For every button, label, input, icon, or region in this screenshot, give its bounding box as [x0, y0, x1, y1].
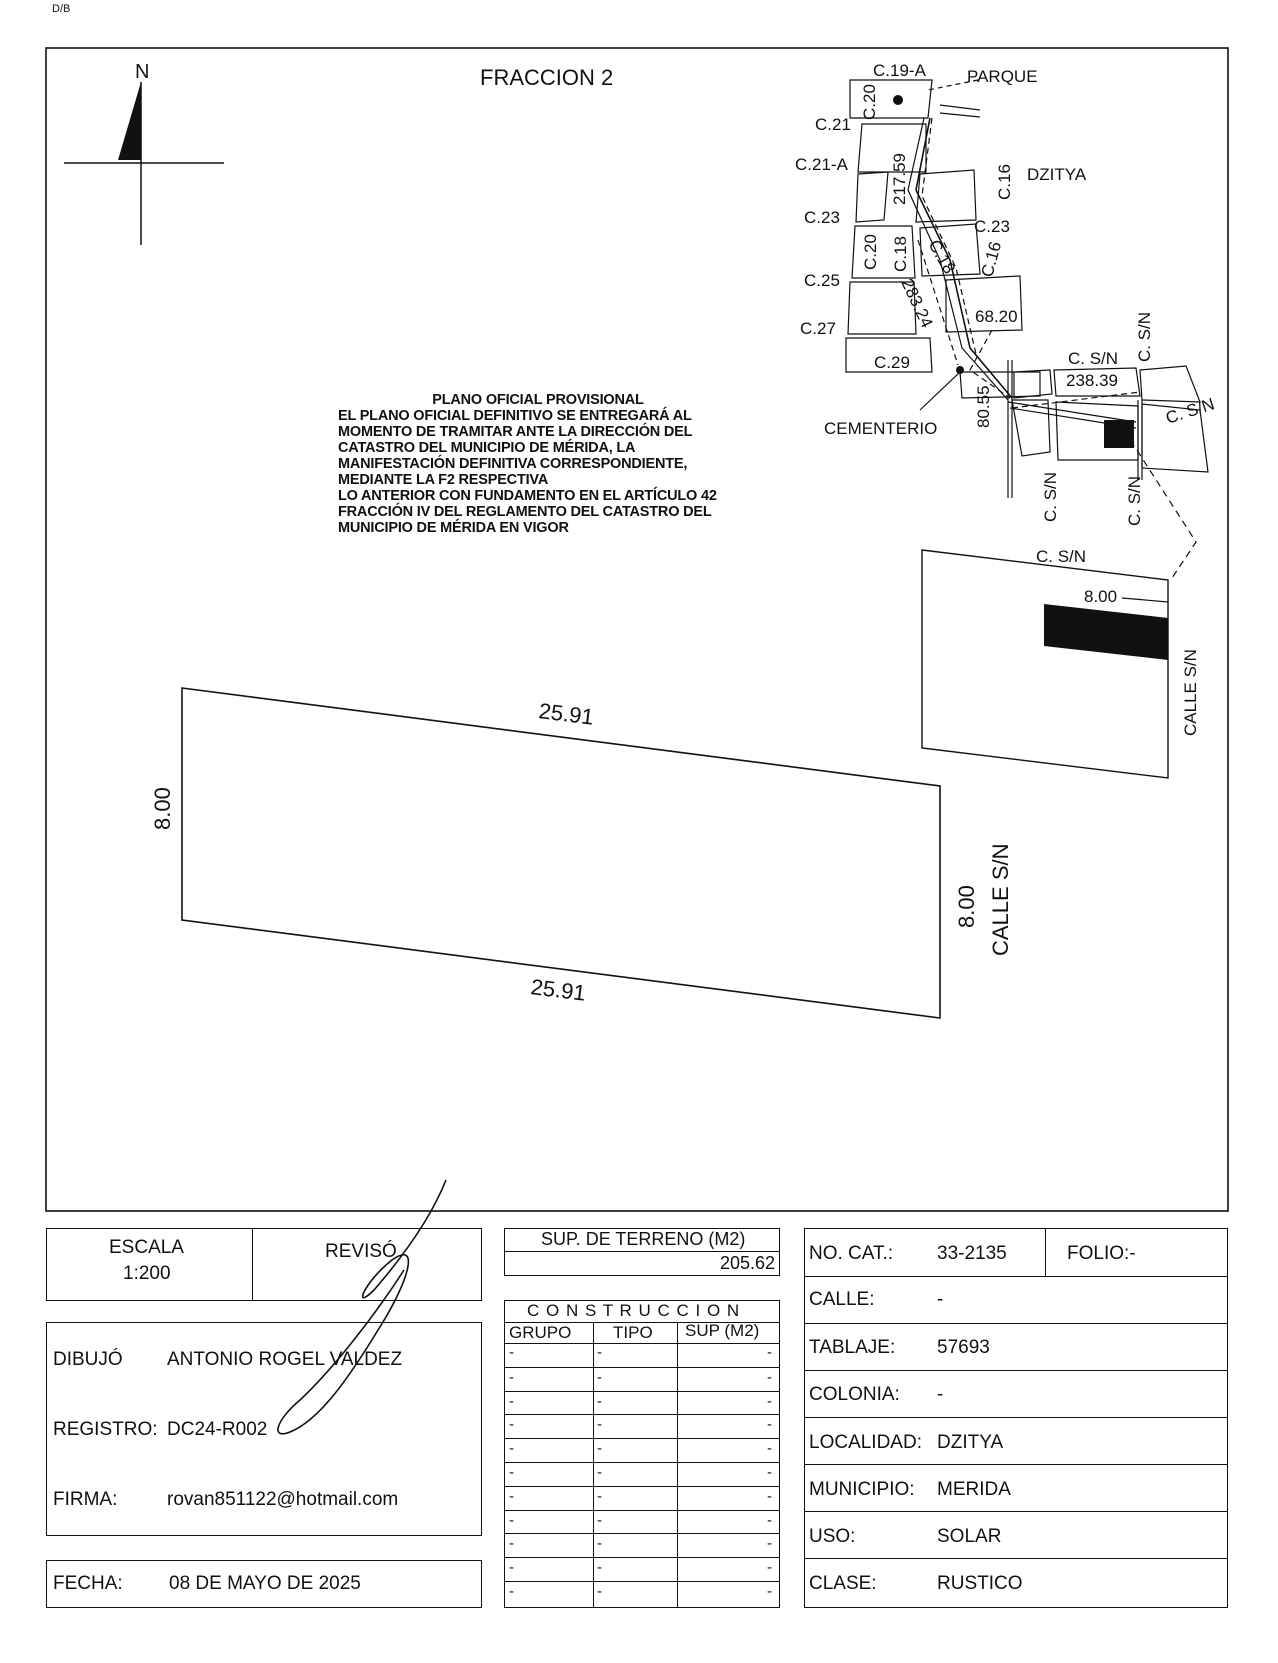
label-c27: C.27 [800, 319, 836, 338]
surface-value: 205.62 [719, 1253, 775, 1273]
tipo-cell: - [597, 1344, 602, 1361]
lot-right-width: 8.00 [954, 885, 979, 928]
north-arrow-icon [64, 61, 224, 245]
header-tipo: TIPO [613, 1323, 653, 1342]
sup-cell: - [767, 1368, 772, 1386]
label-c18b: C.18 [924, 236, 959, 278]
clase-label: CLASE: [809, 1573, 877, 1594]
label-c23b: C.23 [974, 217, 1010, 236]
lot-bottom-length: 25.91 [529, 974, 588, 1006]
scale-value: 1:200 [123, 1263, 171, 1284]
firma-value: rovan851122@hotmail.com [167, 1489, 399, 1510]
table-row [505, 1581, 779, 1606]
sup-cell: - [767, 1559, 772, 1577]
north-label: N [135, 61, 150, 83]
provisional-notice [338, 392, 738, 536]
parque-marker [893, 95, 903, 105]
label-c16a: C.16 [995, 164, 1014, 200]
municipio-label: MUNICIPIO: [809, 1479, 915, 1500]
lot-marker [1104, 420, 1134, 448]
cementerio-marker [956, 366, 964, 374]
table-row [505, 1557, 779, 1582]
label-c19a: C.19-A [873, 61, 926, 80]
table-row [505, 1438, 779, 1463]
calle-label: CALLE: [809, 1289, 875, 1310]
scale-label: ESCALA [109, 1237, 184, 1258]
grupo-cell: - [509, 1511, 514, 1529]
tipo-cell: - [597, 1416, 602, 1434]
grupo-cell: - [509, 1464, 514, 1481]
grupo-cell: - [509, 1583, 514, 1600]
label-c29: C.29 [874, 353, 910, 372]
date-value: 08 DE MAYO DE 2025 [169, 1573, 361, 1594]
table-row [505, 1343, 779, 1367]
notice-line: MEDIANTE LA F2 RESPECTIVA [338, 472, 549, 488]
construction-table [504, 1300, 780, 1608]
lot-right-street: CALLE S/N [988, 843, 1013, 956]
tablaje-label: TABLAJE: [809, 1337, 896, 1358]
no-cat-label: NO. CAT.: [809, 1243, 894, 1264]
header-grupo: GRUPO [509, 1323, 572, 1342]
scale-box [46, 1228, 482, 1301]
label-c21a: C.21-A [795, 155, 848, 174]
grupo-cell: - [509, 1440, 514, 1458]
colonia-value: - [937, 1384, 944, 1405]
sup-cell: - [767, 1511, 772, 1529]
detail-street-top: C. S/N [1036, 547, 1087, 566]
label-d28324: 283.24 [897, 275, 937, 331]
label-csn4: C. S/N [1041, 471, 1060, 522]
date-label: FECHA: [53, 1573, 123, 1594]
tipo-cell: - [597, 1487, 602, 1505]
tipo-cell: - [597, 1535, 602, 1553]
surface-box [504, 1228, 780, 1276]
dibujo-value: ANTONIO ROGEL VALDEZ [167, 1349, 403, 1370]
label-d6820: 68.20 [975, 307, 1018, 326]
no-cat-value: 33-2135 [937, 1243, 1007, 1264]
construction-title: C O N S T R U C C I O N [527, 1301, 741, 1320]
table-row [505, 1486, 779, 1511]
label-csn1: C. S/N [1068, 349, 1119, 368]
tipo-cell: - [597, 1583, 602, 1600]
grupo-cell: - [509, 1392, 514, 1410]
notice-line: FRACCIÓN IV DEL REGLAMENTO DEL CATASTRO DEL [338, 504, 712, 520]
label-c25: C.25 [804, 271, 840, 290]
label-c23a: C.23 [804, 208, 840, 227]
colonia-label: COLONIA: [809, 1384, 900, 1405]
cadastral-box [804, 1228, 1228, 1608]
sup-cell: - [767, 1535, 772, 1553]
detail-street-right: CALLE S/N [1181, 649, 1200, 736]
page-corner-mark: D/B [52, 3, 71, 15]
tablaje-value: 57693 [937, 1337, 990, 1358]
detail-width-label: 8.00 [1084, 587, 1118, 606]
label-c21: C.21 [815, 115, 851, 134]
label-csn5: C. S/N [1125, 475, 1144, 526]
tipo-cell: - [597, 1559, 602, 1577]
uso-value: SOLAR [937, 1526, 1002, 1547]
clase-value: RUSTICO [937, 1573, 1023, 1594]
folio-label: FOLIO:- [1067, 1243, 1136, 1264]
label-parque: PARQUE [967, 67, 1038, 86]
sup-cell: - [767, 1464, 772, 1481]
label-d21759: 217.59 [890, 153, 909, 205]
label-c20b: C.20 [861, 234, 880, 270]
localidad-value: DZITYA [937, 1432, 1004, 1453]
date-box [46, 1560, 482, 1608]
municipio-value: MERIDA [937, 1479, 1011, 1500]
grupo-cell: - [509, 1487, 514, 1505]
tipo-cell: - [597, 1511, 602, 1529]
sup-cell: - [767, 1392, 772, 1410]
table-row [505, 1510, 779, 1535]
uso-label: USO: [809, 1526, 856, 1547]
registro-value: DC24-R002 [167, 1419, 268, 1440]
calle-value: - [937, 1289, 944, 1310]
lot-polygon [150, 688, 1013, 1018]
tipo-cell: - [597, 1368, 602, 1386]
table-row [505, 1414, 779, 1439]
plan-title: FRACCION 2 [480, 65, 614, 90]
notice-heading: PLANO OFICIAL PROVISIONAL [432, 392, 644, 408]
sup-cell: - [767, 1344, 772, 1361]
label-c16b: C.16 [977, 239, 1006, 280]
notice-line: CATASTRO DEL MUNICIPIO DE MÉRIDA, LA [338, 440, 636, 456]
table-row [505, 1367, 779, 1392]
firma-label: FIRMA: [53, 1489, 118, 1510]
label-cementerio: CEMENTERIO [824, 419, 938, 438]
registro-label: REGISTRO: [53, 1419, 158, 1440]
label-c20a: C.20 [860, 84, 879, 120]
tipo-cell: - [597, 1392, 602, 1410]
label-csn2: C. S/N [1135, 311, 1154, 362]
label-d8055: 80.55 [974, 385, 993, 428]
drawn-by-box [46, 1322, 482, 1536]
notice-line: EL PLANO OFICIAL DEFINITIVO SE ENTREGARÁ AL [338, 408, 692, 424]
sup-cell: - [767, 1583, 772, 1600]
label-c18a: C.18 [891, 236, 910, 272]
detail-map [922, 547, 1200, 778]
reviso-label: REVISÓ [325, 1241, 397, 1262]
grupo-cell: - [509, 1559, 514, 1577]
grupo-cell: - [509, 1368, 514, 1386]
label-csn3: C. S/N [1163, 394, 1217, 428]
location-map-labels [795, 61, 1217, 526]
label-dzitya: DZITYA [1027, 165, 1087, 184]
tipo-cell: - [597, 1464, 602, 1481]
sup-cell: - [767, 1487, 772, 1505]
notice-line: MANIFESTACIÓN DEFINITIVA CORRESPONDIENTE, [338, 456, 688, 472]
grupo-cell: - [509, 1344, 514, 1361]
lot-left-width: 8.00 [150, 787, 175, 830]
table-row [505, 1533, 779, 1558]
sup-cell: - [767, 1416, 772, 1434]
notice-line: MUNICIPIO DE MÉRIDA EN VIGOR [338, 520, 569, 536]
notice-line: LO ANTERIOR CON FUNDAMENTO EN EL ARTÍCULO 42 [338, 488, 717, 504]
grupo-cell: - [509, 1416, 514, 1434]
surface-label: SUP. DE TERRENO (M2) [541, 1229, 746, 1249]
notice-line: MOMENTO DE TRAMITAR ANTE LA DIRECCIÓN DEL [338, 424, 693, 440]
tipo-cell: - [597, 1440, 602, 1458]
localidad-label: LOCALIDAD: [809, 1432, 922, 1453]
grupo-cell: - [509, 1535, 514, 1553]
dibujo-label: DIBUJÓ [53, 1349, 123, 1370]
sup-cell: - [767, 1440, 772, 1458]
header-sup: SUP (M2) [685, 1321, 760, 1340]
lot-top-length: 25.91 [537, 698, 596, 730]
table-row [505, 1391, 779, 1416]
label-d23839: 238.39 [1066, 371, 1118, 390]
table-row [505, 1462, 779, 1487]
